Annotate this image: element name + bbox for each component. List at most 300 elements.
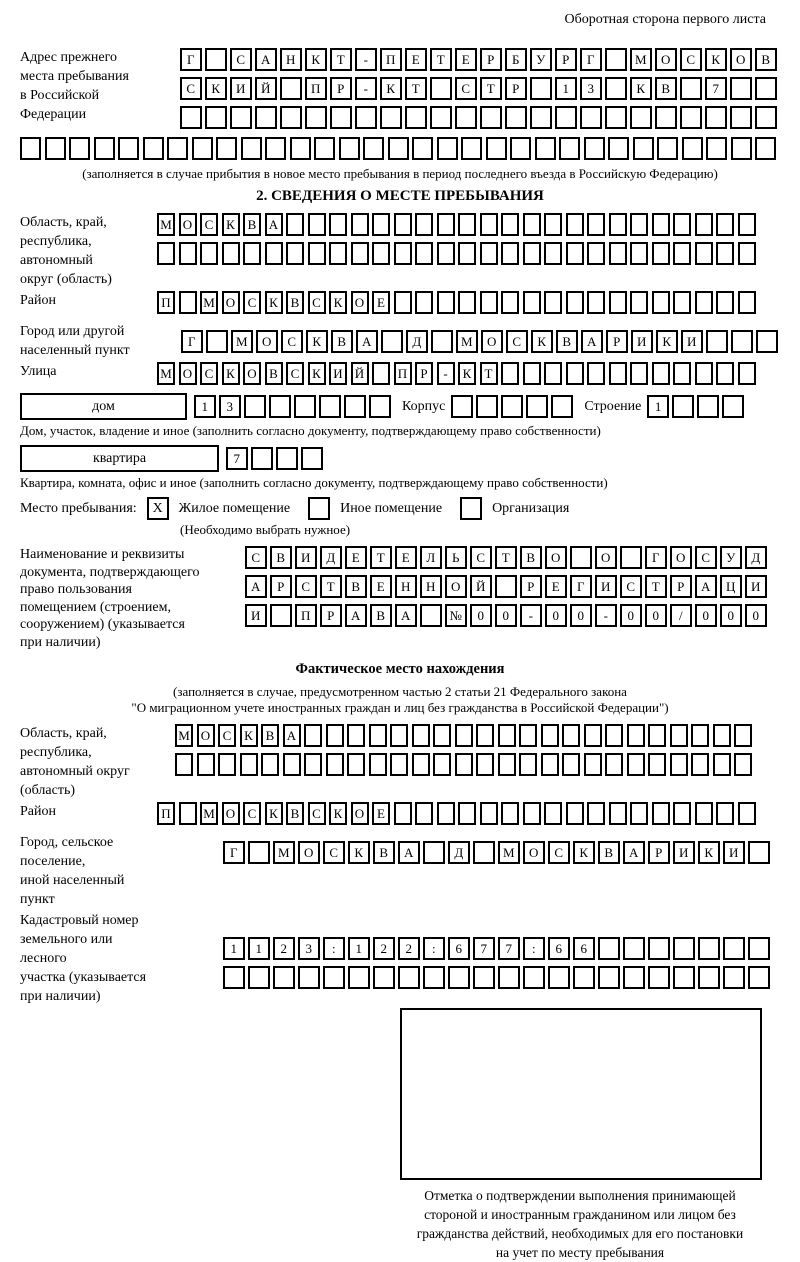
char-box[interactable] [305, 106, 327, 129]
char-box[interactable] [501, 213, 519, 236]
char-box[interactable] [94, 137, 115, 160]
char-box[interactable] [705, 106, 727, 129]
char-box[interactable] [673, 937, 695, 960]
char-box[interactable] [584, 137, 605, 160]
char-box[interactable]: К [329, 802, 347, 825]
char-box[interactable] [390, 724, 408, 747]
char-box[interactable] [605, 48, 627, 71]
char-box[interactable] [283, 753, 301, 776]
char-box[interactable]: С [295, 575, 317, 598]
char-box[interactable] [566, 242, 584, 265]
char-box[interactable]: О [730, 48, 752, 71]
char-box[interactable] [698, 966, 720, 989]
district-row[interactable] [157, 291, 759, 314]
char-box[interactable] [348, 966, 370, 989]
char-box[interactable] [243, 242, 261, 265]
char-box[interactable] [580, 106, 602, 129]
char-box[interactable] [329, 242, 347, 265]
char-box[interactable]: О [179, 213, 197, 236]
char-box[interactable] [627, 724, 645, 747]
char-box[interactable] [734, 753, 752, 776]
char-box[interactable] [523, 291, 541, 314]
char-box[interactable] [605, 77, 627, 100]
char-box[interactable] [223, 966, 245, 989]
char-box[interactable] [372, 213, 390, 236]
char-box[interactable]: И [723, 841, 745, 864]
char-box[interactable] [261, 753, 279, 776]
char-box[interactable] [448, 966, 470, 989]
char-box[interactable] [294, 395, 316, 418]
char-box[interactable] [276, 447, 298, 470]
char-box[interactable] [230, 106, 252, 129]
char-box[interactable] [200, 242, 218, 265]
house-number-cells[interactable] [194, 395, 394, 418]
char-box[interactable]: Р [606, 330, 628, 353]
char-box[interactable] [175, 753, 193, 776]
char-box[interactable]: В [370, 604, 392, 627]
char-box[interactable] [280, 106, 302, 129]
char-box[interactable] [573, 966, 595, 989]
char-box[interactable] [657, 137, 678, 160]
char-box[interactable] [706, 330, 728, 353]
char-box[interactable]: С [308, 291, 326, 314]
char-box[interactable] [738, 362, 756, 385]
char-box[interactable] [480, 213, 498, 236]
char-box[interactable]: С [455, 77, 477, 100]
char-box[interactable]: Е [405, 48, 427, 71]
char-box[interactable]: К [458, 362, 476, 385]
char-box[interactable]: К [656, 330, 678, 353]
char-box[interactable] [301, 447, 323, 470]
char-box[interactable]: Н [420, 575, 442, 598]
apartment-cells[interactable] [226, 447, 326, 470]
char-box[interactable] [498, 753, 516, 776]
char-box[interactable]: Р [648, 841, 670, 864]
char-box[interactable] [458, 213, 476, 236]
char-box[interactable]: К [222, 213, 240, 236]
char-box[interactable] [380, 106, 402, 129]
char-box[interactable] [373, 966, 395, 989]
char-box[interactable] [240, 753, 258, 776]
char-box[interactable]: Д [448, 841, 470, 864]
char-box[interactable] [498, 966, 520, 989]
char-box[interactable] [486, 137, 507, 160]
char-box[interactable]: С [620, 575, 642, 598]
char-box[interactable] [755, 137, 776, 160]
char-box[interactable] [738, 291, 756, 314]
char-box[interactable] [755, 77, 777, 100]
char-box[interactable]: А [283, 724, 301, 747]
char-box[interactable] [430, 77, 452, 100]
char-box[interactable]: 7 [226, 447, 248, 470]
char-box[interactable] [609, 213, 627, 236]
char-box[interactable] [412, 724, 430, 747]
char-box[interactable] [216, 137, 237, 160]
char-box[interactable] [480, 242, 498, 265]
char-box[interactable] [716, 291, 734, 314]
char-box[interactable] [423, 841, 445, 864]
char-box[interactable]: О [222, 291, 240, 314]
char-box[interactable] [695, 291, 713, 314]
char-box[interactable]: А [356, 330, 378, 353]
char-box[interactable] [748, 937, 770, 960]
region-row-1[interactable] [157, 213, 759, 236]
char-box[interactable]: Т [495, 546, 517, 569]
char-box[interactable] [179, 242, 197, 265]
char-box[interactable]: Е [372, 802, 390, 825]
char-box[interactable]: С [180, 77, 202, 100]
char-box[interactable] [755, 106, 777, 129]
char-box[interactable] [535, 137, 556, 160]
char-box[interactable]: Г [580, 48, 602, 71]
char-box[interactable] [731, 330, 753, 353]
char-box[interactable]: - [520, 604, 542, 627]
char-box[interactable] [248, 841, 270, 864]
char-box[interactable] [652, 291, 670, 314]
char-box[interactable] [652, 213, 670, 236]
char-box[interactable]: 6 [573, 937, 595, 960]
char-box[interactable] [627, 753, 645, 776]
char-box[interactable] [630, 802, 648, 825]
char-box[interactable] [455, 106, 477, 129]
char-box[interactable]: С [243, 291, 261, 314]
char-box[interactable]: Г [181, 330, 203, 353]
char-box[interactable]: Р [330, 77, 352, 100]
char-box[interactable] [723, 966, 745, 989]
char-box[interactable] [562, 753, 580, 776]
char-box[interactable] [695, 802, 713, 825]
char-box[interactable] [523, 242, 541, 265]
char-box[interactable] [20, 137, 41, 160]
char-box[interactable] [523, 213, 541, 236]
char-box[interactable]: 1 [194, 395, 216, 418]
char-box[interactable] [673, 362, 691, 385]
char-box[interactable]: Р [415, 362, 433, 385]
char-box[interactable] [584, 724, 602, 747]
char-box[interactable] [437, 291, 455, 314]
char-box[interactable] [501, 395, 523, 418]
char-box[interactable] [326, 753, 344, 776]
char-box[interactable] [480, 291, 498, 314]
char-box[interactable] [369, 724, 387, 747]
char-box[interactable]: С [286, 362, 304, 385]
char-box[interactable]: - [355, 48, 377, 71]
char-box[interactable]: К [222, 362, 240, 385]
char-box[interactable]: С [218, 724, 236, 747]
char-box[interactable]: Т [430, 48, 452, 71]
char-box[interactable]: П [380, 48, 402, 71]
cadastre-row-1[interactable] [223, 937, 773, 960]
char-box[interactable]: В [286, 802, 304, 825]
char-box[interactable]: Е [372, 291, 390, 314]
char-box[interactable] [544, 242, 562, 265]
char-box[interactable]: 1 [348, 937, 370, 960]
char-box[interactable]: Д [320, 546, 342, 569]
char-box[interactable] [498, 724, 516, 747]
char-box[interactable] [673, 802, 691, 825]
char-box[interactable]: С [680, 48, 702, 71]
char-box[interactable]: К [705, 48, 727, 71]
char-box[interactable] [566, 802, 584, 825]
char-box[interactable] [394, 213, 412, 236]
char-box[interactable] [501, 802, 519, 825]
char-box[interactable] [415, 213, 433, 236]
char-box[interactable] [369, 395, 391, 418]
char-box[interactable]: 7 [473, 937, 495, 960]
char-box[interactable] [633, 137, 654, 160]
char-box[interactable] [330, 106, 352, 129]
char-box[interactable] [394, 802, 412, 825]
char-box[interactable] [605, 106, 627, 129]
char-box[interactable] [206, 330, 228, 353]
char-box[interactable] [526, 395, 548, 418]
char-box[interactable] [304, 753, 322, 776]
char-box[interactable]: 0 [695, 604, 717, 627]
char-box[interactable]: Г [223, 841, 245, 864]
char-box[interactable] [652, 802, 670, 825]
char-box[interactable]: О [655, 48, 677, 71]
char-box[interactable]: С [200, 213, 218, 236]
char-box[interactable] [433, 724, 451, 747]
char-box[interactable]: О [523, 841, 545, 864]
street-row[interactable] [157, 362, 759, 385]
char-box[interactable] [559, 137, 580, 160]
char-box[interactable]: 0 [720, 604, 742, 627]
char-box[interactable] [241, 137, 262, 160]
char-box[interactable]: А [398, 841, 420, 864]
char-box[interactable] [501, 242, 519, 265]
char-box[interactable]: 6 [448, 937, 470, 960]
char-box[interactable]: Н [280, 48, 302, 71]
char-box[interactable] [738, 213, 756, 236]
char-box[interactable]: : [323, 937, 345, 960]
char-box[interactable]: В [556, 330, 578, 353]
char-box[interactable] [143, 137, 164, 160]
char-box[interactable]: П [295, 604, 317, 627]
char-box[interactable]: М [175, 724, 193, 747]
char-box[interactable] [167, 137, 188, 160]
char-box[interactable]: А [581, 330, 603, 353]
char-box[interactable] [598, 937, 620, 960]
char-box[interactable]: О [670, 546, 692, 569]
char-box[interactable]: В [598, 841, 620, 864]
char-box[interactable]: К [308, 362, 326, 385]
char-box[interactable] [609, 362, 627, 385]
char-box[interactable] [608, 137, 629, 160]
char-box[interactable] [205, 106, 227, 129]
char-box[interactable] [723, 937, 745, 960]
char-box[interactable]: Г [570, 575, 592, 598]
char-box[interactable]: И [631, 330, 653, 353]
char-box[interactable] [244, 395, 266, 418]
char-box[interactable] [541, 753, 559, 776]
char-box[interactable] [623, 966, 645, 989]
char-box[interactable]: В [755, 48, 777, 71]
char-box[interactable] [308, 242, 326, 265]
char-box[interactable]: Н [395, 575, 417, 598]
char-box[interactable]: 1 [647, 395, 669, 418]
char-box[interactable] [738, 242, 756, 265]
char-box[interactable] [192, 137, 213, 160]
char-box[interactable]: К [630, 77, 652, 100]
char-box[interactable]: О [197, 724, 215, 747]
char-box[interactable] [587, 213, 605, 236]
char-box[interactable] [587, 362, 605, 385]
char-box[interactable] [433, 753, 451, 776]
char-box[interactable]: К [205, 77, 227, 100]
char-box[interactable] [695, 213, 713, 236]
char-box[interactable] [415, 291, 433, 314]
char-box[interactable]: Т [645, 575, 667, 598]
char-box[interactable] [269, 395, 291, 418]
char-box[interactable]: 3 [580, 77, 602, 100]
char-box[interactable]: В [655, 77, 677, 100]
char-box[interactable]: И [595, 575, 617, 598]
char-box[interactable] [437, 213, 455, 236]
char-box[interactable]: А [265, 213, 283, 236]
document-row-3[interactable] [245, 604, 770, 627]
char-box[interactable] [205, 48, 227, 71]
char-box[interactable] [458, 242, 476, 265]
char-box[interactable]: П [305, 77, 327, 100]
char-box[interactable] [544, 362, 562, 385]
char-box[interactable]: Д [406, 330, 428, 353]
char-box[interactable] [670, 753, 688, 776]
char-box[interactable] [430, 106, 452, 129]
char-box[interactable] [587, 242, 605, 265]
char-box[interactable]: К [573, 841, 595, 864]
char-box[interactable] [458, 291, 476, 314]
char-box[interactable]: М [630, 48, 652, 71]
char-box[interactable] [480, 106, 502, 129]
char-box[interactable]: 0 [620, 604, 642, 627]
char-box[interactable] [458, 802, 476, 825]
char-box[interactable]: Б [505, 48, 527, 71]
char-box[interactable] [706, 137, 727, 160]
char-box[interactable]: Р [480, 48, 502, 71]
char-box[interactable] [390, 753, 408, 776]
char-box[interactable]: Р [670, 575, 692, 598]
char-box[interactable] [648, 724, 666, 747]
region3-row-2[interactable] [175, 753, 756, 776]
char-box[interactable] [473, 966, 495, 989]
char-box[interactable] [541, 724, 559, 747]
char-box[interactable]: М [200, 291, 218, 314]
char-box[interactable] [738, 802, 756, 825]
char-box[interactable]: 0 [470, 604, 492, 627]
char-box[interactable] [566, 213, 584, 236]
char-box[interactable]: 6 [548, 937, 570, 960]
char-box[interactable]: К [305, 48, 327, 71]
char-box[interactable]: Т [330, 48, 352, 71]
char-box[interactable] [405, 106, 427, 129]
char-box[interactable] [605, 753, 623, 776]
char-box[interactable] [734, 724, 752, 747]
char-box[interactable]: И [673, 841, 695, 864]
char-box[interactable] [251, 447, 273, 470]
char-box[interactable] [218, 753, 236, 776]
char-box[interactable]: Т [405, 77, 427, 100]
char-box[interactable] [698, 937, 720, 960]
char-box[interactable]: С [506, 330, 528, 353]
district3-row[interactable] [157, 802, 759, 825]
char-box[interactable]: 1 [223, 937, 245, 960]
char-box[interactable]: А [345, 604, 367, 627]
char-box[interactable] [505, 106, 527, 129]
char-box[interactable] [270, 604, 292, 627]
char-box[interactable]: И [681, 330, 703, 353]
char-box[interactable] [273, 966, 295, 989]
char-box[interactable]: В [243, 213, 261, 236]
char-box[interactable] [584, 753, 602, 776]
char-box[interactable] [680, 77, 702, 100]
char-box[interactable] [544, 213, 562, 236]
char-box[interactable]: М [456, 330, 478, 353]
char-box[interactable] [716, 213, 734, 236]
char-box[interactable] [620, 546, 642, 569]
char-box[interactable]: Ц [720, 575, 742, 598]
char-box[interactable] [157, 242, 175, 265]
char-box[interactable]: О [179, 362, 197, 385]
char-box[interactable]: М [157, 213, 175, 236]
char-box[interactable] [544, 802, 562, 825]
char-box[interactable]: К [531, 330, 553, 353]
char-box[interactable] [672, 395, 694, 418]
char-box[interactable]: М [498, 841, 520, 864]
char-box[interactable] [355, 106, 377, 129]
char-box[interactable]: А [255, 48, 277, 71]
char-box[interactable] [716, 802, 734, 825]
korpus-cells[interactable] [451, 395, 576, 418]
char-box[interactable] [286, 213, 304, 236]
char-box[interactable] [673, 966, 695, 989]
char-box[interactable] [697, 395, 719, 418]
char-box[interactable]: П [157, 802, 175, 825]
char-box[interactable] [388, 137, 409, 160]
char-box[interactable] [437, 137, 458, 160]
char-box[interactable] [673, 291, 691, 314]
char-box[interactable]: Р [505, 77, 527, 100]
char-box[interactable]: И [745, 575, 767, 598]
char-box[interactable]: К [265, 291, 283, 314]
char-box[interactable] [648, 966, 670, 989]
char-box[interactable]: М [273, 841, 295, 864]
char-box[interactable]: Е [370, 575, 392, 598]
city-row[interactable] [181, 330, 781, 353]
char-box[interactable] [501, 362, 519, 385]
char-box[interactable]: - [437, 362, 455, 385]
char-box[interactable]: В [373, 841, 395, 864]
char-box[interactable]: С [200, 362, 218, 385]
char-box[interactable] [566, 362, 584, 385]
char-box[interactable]: В [520, 546, 542, 569]
char-box[interactable]: Е [345, 546, 367, 569]
char-box[interactable]: О [481, 330, 503, 353]
char-box[interactable] [605, 724, 623, 747]
char-box[interactable] [455, 753, 473, 776]
char-box[interactable]: Р [555, 48, 577, 71]
char-box[interactable]: Р [270, 575, 292, 598]
char-box[interactable]: О [222, 802, 240, 825]
char-box[interactable] [179, 802, 197, 825]
char-box[interactable] [351, 242, 369, 265]
char-box[interactable] [255, 106, 277, 129]
char-box[interactable] [652, 242, 670, 265]
char-box[interactable]: 0 [745, 604, 767, 627]
char-box[interactable] [412, 137, 433, 160]
stay-option-residential-checkbox[interactable]: X [147, 497, 169, 520]
stay-option-other-checkbox[interactable] [308, 497, 330, 520]
